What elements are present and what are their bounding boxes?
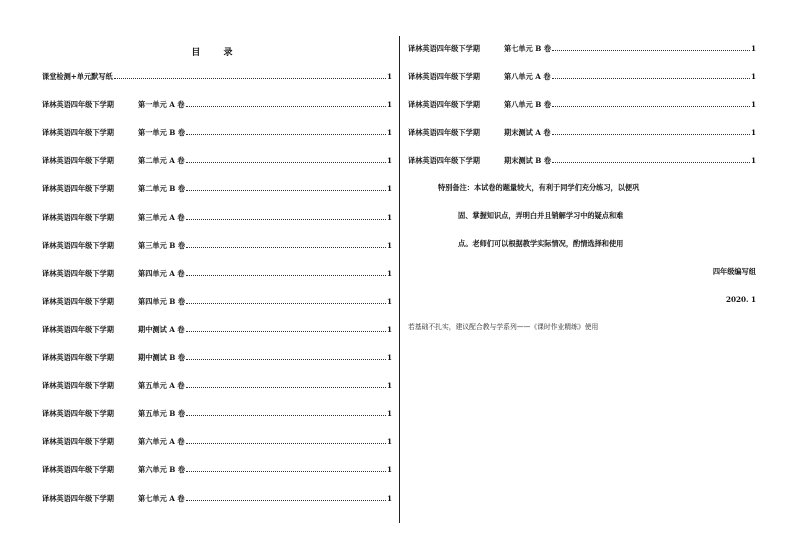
- dot-leader: [186, 134, 386, 135]
- dot-leader: [186, 303, 386, 304]
- toc-entry-book: 译林英语四年级下学期: [408, 128, 480, 138]
- toc-entry[interactable]: [42, 71, 392, 82]
- toc-entry[interactable]: [42, 268, 392, 279]
- toc-entry-unit: 第六单元 B 卷: [138, 465, 186, 475]
- note-line-2: 固、掌握知识点，弄明白并且销解学习中的疑点和难: [458, 211, 624, 220]
- toc-entry-page: 1: [386, 465, 392, 475]
- dot-leader: [186, 190, 386, 191]
- toc-entry[interactable]: [42, 324, 392, 335]
- toc-entry-book: 译林英语四年级下学期: [42, 156, 114, 166]
- toc-entry-unit: 第八单元 A 卷: [504, 72, 551, 82]
- toc-entry[interactable]: [408, 99, 756, 110]
- toc-entry-unit: 第七单元 B 卷: [504, 44, 552, 53]
- toc-entry[interactable]: [408, 43, 756, 54]
- toc-entry-book: 译林英语四年级下学期: [42, 493, 114, 503]
- toc-entry-page: 1: [750, 156, 756, 166]
- dot-leader: [552, 134, 750, 135]
- toc-entry-page: 1: [750, 128, 756, 138]
- toc-entry-page: 1: [386, 409, 392, 419]
- toc-entry[interactable]: [408, 127, 756, 138]
- toc-entry-book: 译林英语四年级下学期: [42, 465, 114, 475]
- toc-entry-unit: 期中测试 A 卷: [138, 324, 185, 334]
- dot-leader: [186, 359, 386, 360]
- toc-entry-unit: 期末测试 A 卷: [504, 128, 551, 138]
- toc-entry-unit: 第五单元 B 卷: [138, 409, 186, 419]
- dot-leader: [552, 162, 750, 163]
- toc-entry[interactable]: [42, 99, 392, 110]
- dot-leader: [186, 106, 386, 107]
- toc-entry[interactable]: [42, 240, 392, 251]
- toc-entry-title: 课堂检测+单元默写纸: [42, 72, 113, 81]
- note-line-3: 点。老师们可以根据教学实际情况，酌情选择和使用: [458, 239, 624, 248]
- toc-entry-page: 1: [386, 268, 392, 278]
- toc-entry-unit: 第二单元 A 卷: [138, 156, 185, 166]
- toc-entry[interactable]: [42, 212, 392, 223]
- toc-entry-unit: 第七单元 A 卷: [138, 493, 185, 503]
- toc-entry-page: 1: [750, 72, 756, 82]
- dot-leader: [186, 162, 386, 163]
- toc-entry-unit: 第四单元 A 卷: [138, 268, 185, 278]
- toc-entry-book: 译林英语四年级下学期: [42, 409, 114, 419]
- toc-entry-page: 1: [386, 100, 392, 110]
- toc-entry[interactable]: [42, 296, 392, 307]
- toc-entry-unit: 期中测试 B 卷: [138, 353, 186, 362]
- toc-entry-book: 译林英语四年级下学期: [408, 100, 480, 110]
- toc-entry-book: 译林英语四年级下学期: [42, 212, 114, 222]
- toc-entry[interactable]: [42, 183, 392, 194]
- toc-entry-book: 译林英语四年级下学期: [42, 353, 114, 362]
- toc-entry[interactable]: [42, 464, 392, 475]
- toc-entry-page: 1: [386, 381, 392, 391]
- toc-entry-unit: 第一单元 A 卷: [138, 100, 185, 110]
- toc-entry-page: 1: [386, 296, 392, 306]
- note-date: 2020. 1: [725, 295, 756, 304]
- toc-entry[interactable]: [408, 71, 756, 82]
- toc-entry-book: 译林英语四年级下学期: [42, 324, 114, 334]
- toc-title: 目 录: [191, 48, 243, 58]
- toc-entry[interactable]: [408, 155, 756, 166]
- toc-entry-unit: 第三单元 A 卷: [138, 212, 185, 222]
- toc-entry-unit: 第八单元 B 卷: [504, 100, 552, 110]
- toc-entry-book: 译林英语四年级下学期: [42, 437, 114, 447]
- toc-entry[interactable]: [42, 493, 392, 504]
- toc-entry[interactable]: [42, 155, 392, 166]
- dot-leader: [552, 50, 750, 51]
- toc-entry-unit: 第一单元 B 卷: [138, 128, 186, 138]
- note-line-1: 特别备注：本试卷的题量较大，有利于同学们充分练习，以便巩: [438, 183, 640, 192]
- dot-leader: [186, 500, 386, 501]
- dot-leader: [186, 415, 386, 416]
- toc-entry[interactable]: [42, 408, 392, 419]
- dot-leader: [186, 471, 386, 472]
- toc-entry-book: 译林英语四年级下学期: [42, 100, 114, 110]
- toc-entry-unit: 第二单元 B 卷: [138, 184, 186, 194]
- toc-entry-unit: 第四单元 B 卷: [138, 296, 186, 306]
- toc-entry-page: 1: [386, 353, 392, 362]
- dot-leader: [186, 443, 386, 444]
- toc-entry-book: 译林英语四年级下学期: [42, 296, 114, 306]
- toc-entry-unit: 期末测试 B 卷: [504, 156, 552, 166]
- toc-entry-page: 1: [386, 128, 392, 138]
- dot-leader: [114, 78, 386, 79]
- column-divider: [399, 36, 400, 523]
- toc-entry-unit: 第六单元 A 卷: [138, 437, 185, 447]
- toc-entry[interactable]: [42, 380, 392, 391]
- toc-entry-unit: 第五单元 A 卷: [138, 381, 185, 391]
- toc-entry-page: 1: [386, 493, 392, 503]
- footnote: 若基础不扎实，建议配合教与学系列——《课时作业精练》使用: [408, 323, 599, 331]
- toc-entry-page: 1: [750, 44, 756, 53]
- toc-entry[interactable]: [42, 352, 392, 363]
- toc-entry-page: 1: [386, 184, 392, 194]
- toc-entry-book: 译林英语四年级下学期: [42, 240, 114, 250]
- toc-entry-unit: 第三单元 B 卷: [138, 240, 186, 250]
- dot-leader: [552, 106, 750, 107]
- toc-entry-page: 1: [750, 100, 756, 110]
- note-signature: 四年级编写组: [712, 267, 756, 276]
- toc-entry-page: 1: [386, 240, 392, 250]
- dot-leader: [186, 331, 386, 332]
- toc-entry-book: 译林英语四年级下学期: [408, 156, 480, 166]
- dot-leader: [186, 275, 386, 276]
- toc-entry-page: 1: [386, 72, 392, 81]
- toc-entry-book: 译林英语四年级下学期: [42, 268, 114, 278]
- toc-entry-book: 译林英语四年级下学期: [408, 72, 480, 82]
- toc-entry-page: 1: [386, 324, 392, 334]
- toc-entry-book: 译林英语四年级下学期: [42, 128, 114, 138]
- dot-leader: [186, 387, 386, 388]
- toc-entry[interactable]: [42, 436, 392, 447]
- dot-leader: [186, 247, 386, 248]
- toc-entry-page: 1: [386, 212, 392, 222]
- toc-entry[interactable]: [42, 127, 392, 138]
- toc-entry-page: 1: [386, 437, 392, 447]
- dot-leader: [552, 78, 750, 79]
- toc-entry-book: 译林英语四年级下学期: [42, 381, 114, 391]
- dot-leader: [186, 219, 386, 220]
- toc-entry-book: 译林英语四年级下学期: [42, 184, 114, 194]
- toc-entry-page: 1: [386, 156, 392, 166]
- toc-entry-book: 译林英语四年级下学期: [408, 44, 480, 53]
